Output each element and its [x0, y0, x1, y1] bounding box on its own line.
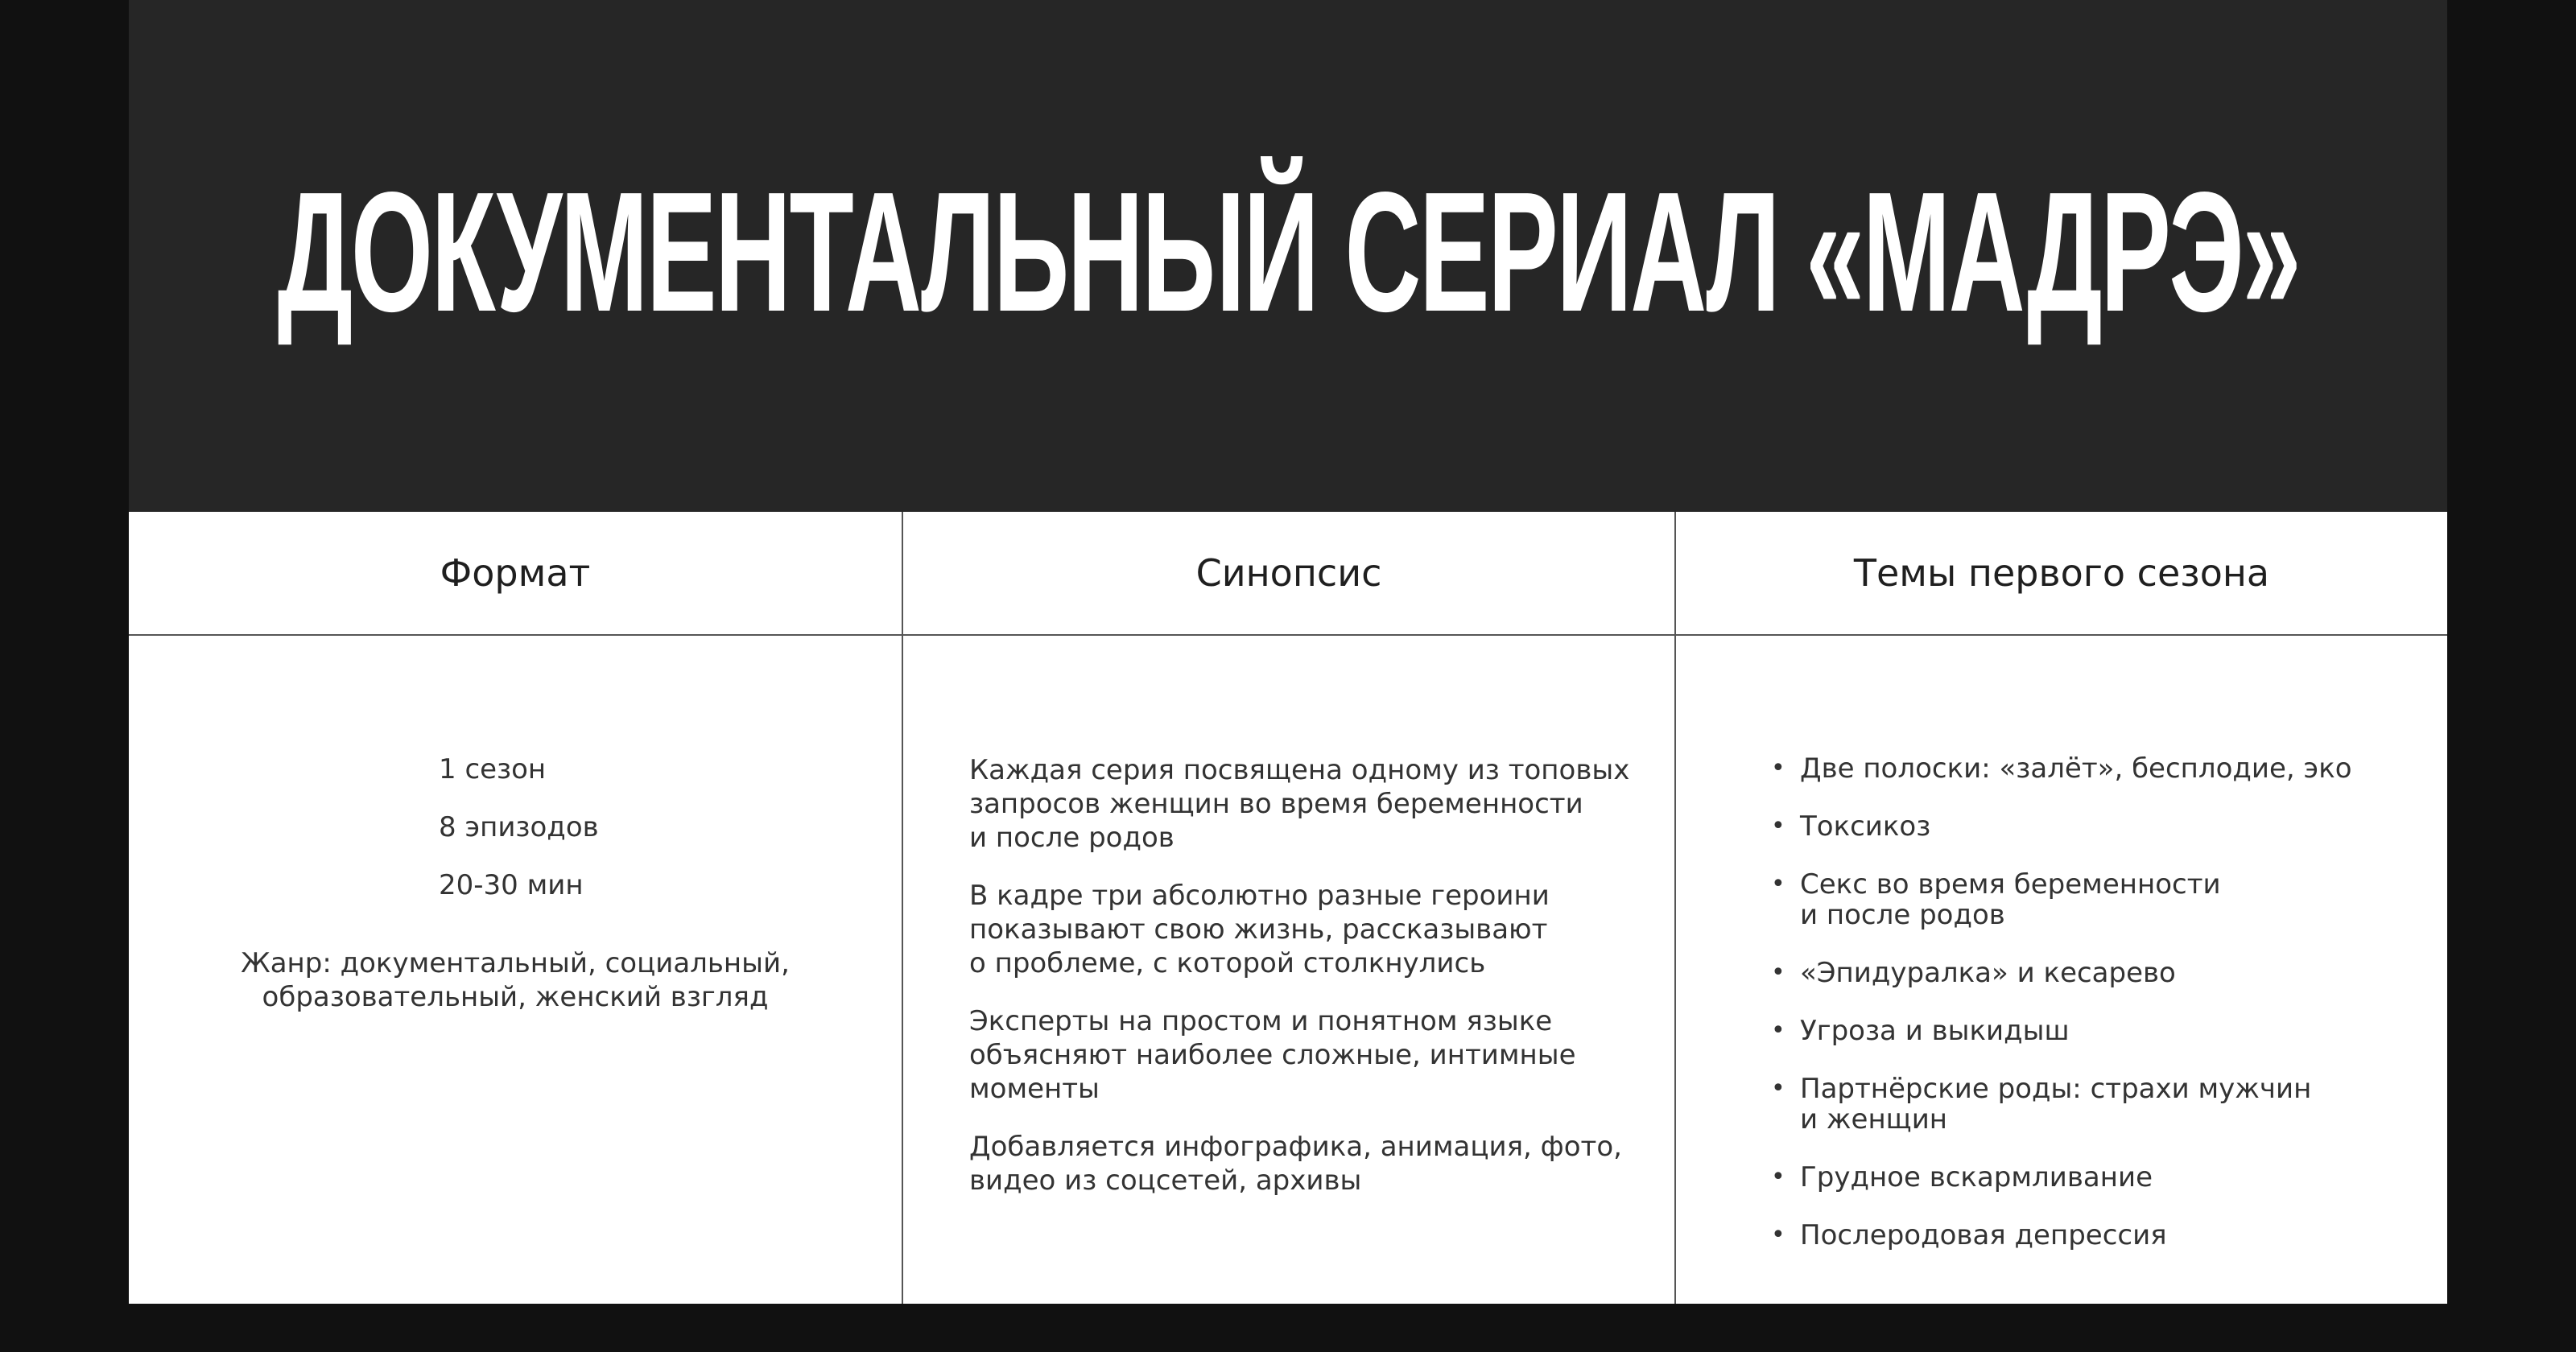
topic-line: Послеродовая депрессия [1800, 1219, 2167, 1251]
synopsis-line: В кадре три абсолютно разные героини [969, 880, 1550, 912]
bullet-icon: • [1771, 1163, 1785, 1191]
bullet-icon: • [1771, 1016, 1785, 1045]
topics-header: Темы первого сезона [1853, 551, 2270, 595]
bullet-icon: • [1771, 870, 1785, 898]
synopsis-line: показывают свою жизнь, рассказывают [969, 913, 1548, 946]
topic-line: «Эпидуралка» и кесарево [1800, 957, 2176, 989]
topic-line: Партнёрские роды: страхи мужчин [1800, 1073, 2312, 1105]
synopsis-paragraph [969, 1130, 1662, 1197]
synopsis-header: Синопсис [1195, 551, 1382, 595]
slide [129, 0, 2447, 1304]
bullet-icon: • [1771, 754, 1785, 782]
bullet-icon: • [1771, 1221, 1785, 1249]
bullet-icon: • [1771, 1074, 1785, 1103]
synopsis-line: объясняют наиболее сложные, интимные [969, 1039, 1576, 1071]
synopsis-line: Эксперты на простом и понятном языке [969, 1005, 1553, 1037]
format-genre [129, 946, 902, 1014]
topic-item [1771, 1162, 2431, 1193]
synopsis-paragraph [969, 753, 1662, 855]
topic-line: Токсикоз [1800, 810, 1931, 843]
topic-item [1771, 753, 2431, 784]
header-divider [129, 634, 2447, 636]
topic-line: и после родов [1800, 899, 2005, 931]
format-header: Формат [440, 551, 591, 595]
topic-item [1771, 811, 2431, 842]
bullet-icon: • [1771, 812, 1785, 840]
format-episodes: 8 эпизодов [439, 811, 599, 843]
bullet-icon: • [1771, 958, 1785, 987]
synopsis-line: Каждая серия посвящена одному из топовых [969, 754, 1630, 786]
genre-line: образовательный, женский взгляд [262, 981, 769, 1013]
format-seasons: 1 сезон [439, 753, 547, 785]
topic-line: Грудное вскармливание [1800, 1161, 2153, 1193]
topic-item [1771, 1016, 2431, 1046]
synopsis-line: Добавляется инфографика, анимация, фото, [969, 1131, 1622, 1163]
topic-line: Две полоски: «залёт», бесплодие, эко [1800, 752, 2352, 785]
synopsis-line: запросов женщин во время беременности [969, 788, 1583, 820]
synopsis-line: и после родов [969, 822, 1174, 854]
synopsis-paragraph [969, 879, 1662, 980]
topics-column [1771, 753, 2431, 1278]
info-table [129, 512, 2447, 1304]
topic-item [1771, 1220, 2431, 1251]
format-duration: 20-30 мин [439, 869, 584, 901]
topic-item [1771, 1074, 2431, 1135]
genre-line: Жанр: документальный, социальный, [241, 947, 790, 979]
synopsis-line: моменты [969, 1073, 1100, 1105]
topic-line: и женщин [1800, 1103, 1948, 1136]
page-title: ДОКУМЕНТАЛЬНЫЙ СЕРИАЛ «МАДРЭ» [277, 156, 2299, 347]
topic-line: Угроза и выкидыш [1800, 1015, 2070, 1047]
synopsis-column [969, 753, 1662, 1222]
hero-banner [129, 0, 2447, 512]
synopsis-paragraph [969, 1004, 1662, 1106]
topic-item [1771, 869, 2431, 930]
synopsis-line: о проблеме, с которой столкнулись [969, 947, 1486, 979]
synopsis-line: видео из соцсетей, архивы [969, 1164, 1362, 1197]
topic-line: Секс во время беременности [1800, 868, 2221, 901]
topic-item [1771, 958, 2431, 988]
